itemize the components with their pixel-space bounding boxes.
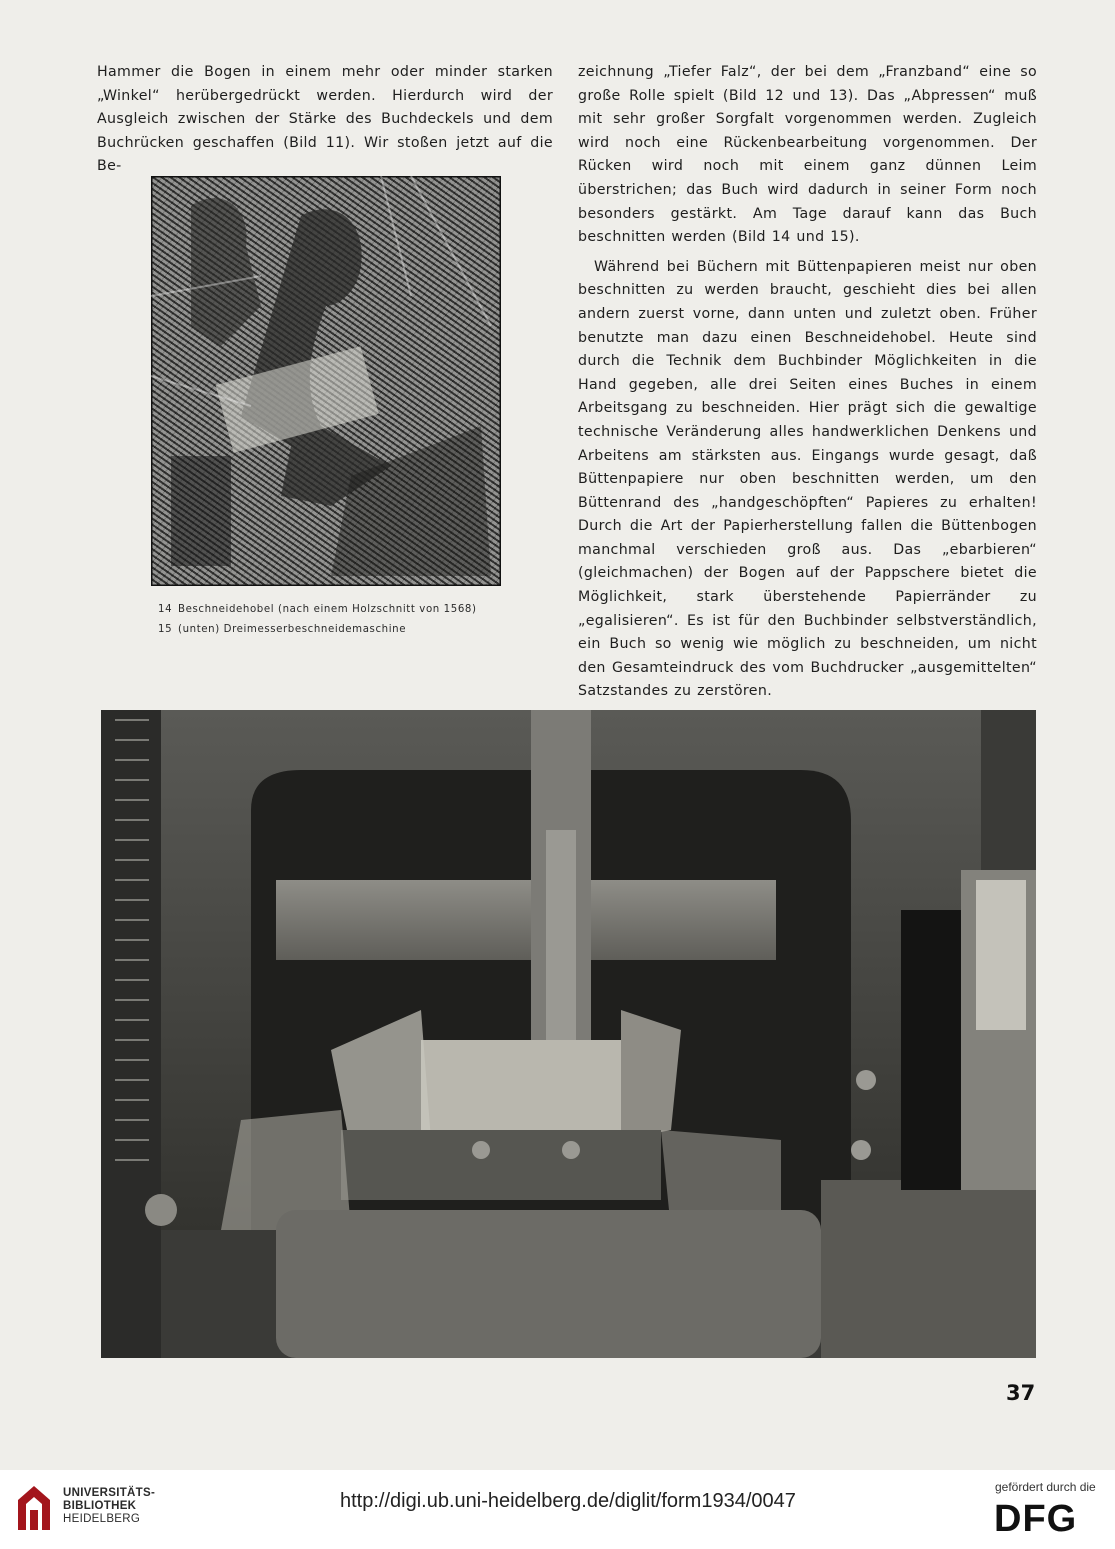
library-name-line: UNIVERSITÄTS- [63, 1487, 156, 1499]
library-name-line: HEIDELBERG [63, 1513, 141, 1525]
library-name [63, 1487, 155, 1526]
caption-text: (unten) Dreimesserbeschneidemaschine [178, 624, 407, 635]
text-column-left [97, 61, 553, 179]
caption-number: 15 [158, 624, 173, 635]
photo-shapes [101, 710, 1036, 1358]
paragraph: Hammer die Bogen in einem mehr oder minder starken „Winkel“ herübergedrückt werden. Hierdurch wird der Ausgleich zwischen der Stärke des Buchdeckels und dem Buchrücken geschaffen (Bild 11). Wir stoßen jetzt auf die Be- [97, 64, 553, 175]
ub-heidelberg-logo-icon [12, 1480, 56, 1540]
caption-figure-14 [158, 603, 477, 617]
permalink[interactable]: http://digi.ub.uni-heidelberg.de/diglit/form1934/0047 [340, 1490, 796, 1512]
dfg-logo: DFG [994, 1498, 1078, 1540]
woodcut-illustration [151, 176, 501, 586]
caption-text: Beschneidehobel (nach einem Holzschnitt von 1568) [178, 604, 477, 615]
text-column-right [578, 61, 1037, 704]
woodcut-figures [151, 176, 501, 586]
page-number: 37 [1006, 1381, 1036, 1405]
sponsor-label: gefördert durch die [995, 1480, 1096, 1494]
paragraph: zeichnung „Tiefer Falz“, der bei dem „Franzband“ eine so große Rolle spielt (Bild 12 und 13). Das „Abpressen“ muß mit sehr großer Sorgfalt vorgenommen werden. Zugleich wird noch eine Rückenbearbeitung vorgenommen. Der Rücken wird noch mit einem ganz dünnen Leim überstrichen; das Buch wird dadurch in seiner Form noch besonders gestärkt. Am Tage darauf kann das Buch beschnitten werden (Bild 14 und 15). [578, 64, 1037, 246]
caption-number: 14 [158, 604, 173, 615]
machine-photograph [101, 710, 1036, 1358]
library-name-line: BIBLIOTHEK [63, 1500, 137, 1512]
digitization-footer [0, 1470, 1115, 1549]
paragraph: Während bei Büchern mit Büttenpapieren meist nur oben beschnitten zu werden braucht, geschieht dies bei allen andern zuerst vorne, dann unten und zuletzt oben. Früher benutzte man dazu einen Beschneidehobel. Heute sind durch die Technik dem Buchbinder Möglichkeiten in die Hand gegeben, alle drei Seiten eines Buches in einem Arbeitsgang zu beschneiden. Hier prägt sich die gewaltige technische Veränderung alles handwerklichen Denkens und Arbeitens am stärksten aus. Eingangs wurde gesagt, daß Büttenpapiere nur oben beschnitten werden, um den Büttenrand des „handgeschöpften“ Papieres zu erhalten! Durch die Art der Papierherstellung fallen die Büttenbogen manchmal verschieden groß aus. Das „ebarbieren“ (gleichmachen) der Bogen auf der Pappschere bietet die Möglichkeit, stark überstehende Papierränder zu „egalisieren“. Es ist für den Buchbinder selbstverständlich, ein Buch so wenig wie möglich zu beschneiden, um nicht den Gesamteindruck des vom Buchdrucker „ausgemittelten“ Satzstandes zu zerstören. [578, 258, 1037, 700]
caption-figure-15 [158, 623, 406, 637]
